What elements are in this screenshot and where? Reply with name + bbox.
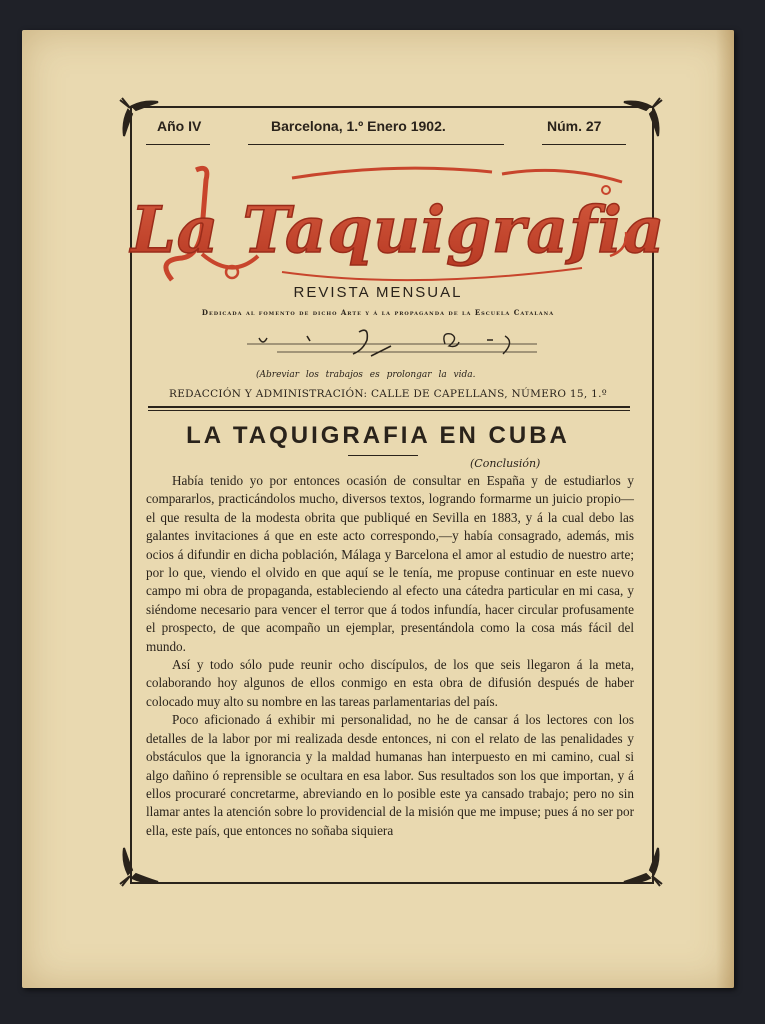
shorthand-sample-illustration	[247, 326, 537, 362]
header-double-rule-bottom	[148, 410, 630, 411]
masthead-motto: (Abreviar los trabajos es prolongar la vida.	[256, 370, 476, 380]
issue-number: Núm. 27	[547, 118, 602, 134]
article-note: (Conclusión)	[470, 457, 541, 470]
masthead-title	[130, 160, 666, 290]
masthead-title-text: La Taquigrafia	[130, 193, 666, 268]
issue-date: Barcelona, 1.º Enero 1902.	[271, 118, 446, 134]
article-body	[146, 472, 634, 840]
article-paragraph: Había tenido yo por entonces ocasión de consultar en España y de estudiarlos y compararlos, practicándolos mucho, diversos textos, logrando formarme un juicio propio—el que resulta de la modesta obrita que publiqué en Sevilla en 1883, y á la cual debo las galantes invitaciones á que en este acto correspondo,—y había consagrado, además, mis ocios á difundir en dicha población, Málaga y Barcelona el amor al estudio de nuestro arte; por lo que, viendo el olvido en que aquí se le tenía, me propuse continuar en este nuevo campo mi obra de propaganda, estableciendo al efecto una cátedra particular en mi casa, y siéndome necesario para vencer el terror que á todos infundía, hacer circular profusamente el prospecto, de que acompaño un ejemplar, presentándola como la cosa más fácil del mundo.	[146, 473, 634, 654]
issue-year: Año IV	[157, 118, 202, 134]
masthead-subtitle: REVISTA MENSUAL	[293, 284, 463, 301]
article-paragraph: Así y todo sólo pude reunir ocho discípulos, de los que seis llegaron á la meta, colaborando hoy algunos de ellos conmigo en esta obra de difusión después de haber colocado muy alto su nombre en las tareas parlamentarias del país.	[146, 657, 634, 709]
topbar-rule-center	[248, 144, 504, 145]
magazine-page	[22, 30, 734, 988]
topbar-rule-left	[146, 144, 210, 145]
header-double-rule-top	[148, 406, 630, 408]
ornament-bottom-right	[608, 832, 668, 892]
article-headline: LA TAQUIGRAFIA EN CUBA	[186, 422, 570, 449]
headline-underline	[348, 455, 418, 456]
article-paragraph: Poco aficionado á exhibir mi personalidad, no he de cansar á los lectores con los detalles de la labor por mi realizada desde entonces, ni con el relato de las penalidades y obstáculos que la ignorancia y la maldad humanas han interpuesto en mi camino, cual si algo dañino ó reprensible se ocultara en esa labor. Sus resultados son los que importan, y á ellos procuraré concretarme, abreviando en lo posible este ya cansado trabajo; pero no sin llamar antes la atención sobre lo providencial de la misión que me impuse; pues á no ser por ella, este país, que entonces no soñaba siquiera	[146, 712, 634, 838]
issue-info-bar	[147, 118, 627, 144]
ornament-bottom-left	[114, 832, 174, 892]
masthead-dedication: Dedicada al fomento de dicho Arte y á la propaganda de la Escuela Catalana	[201, 308, 555, 317]
topbar-rule-right	[542, 144, 626, 145]
administration-address: REDACCIÓN Y ADMINISTRACIÓN: CALLE DE CAPELLANS, NÚMERO 15, 1.º	[168, 388, 608, 400]
